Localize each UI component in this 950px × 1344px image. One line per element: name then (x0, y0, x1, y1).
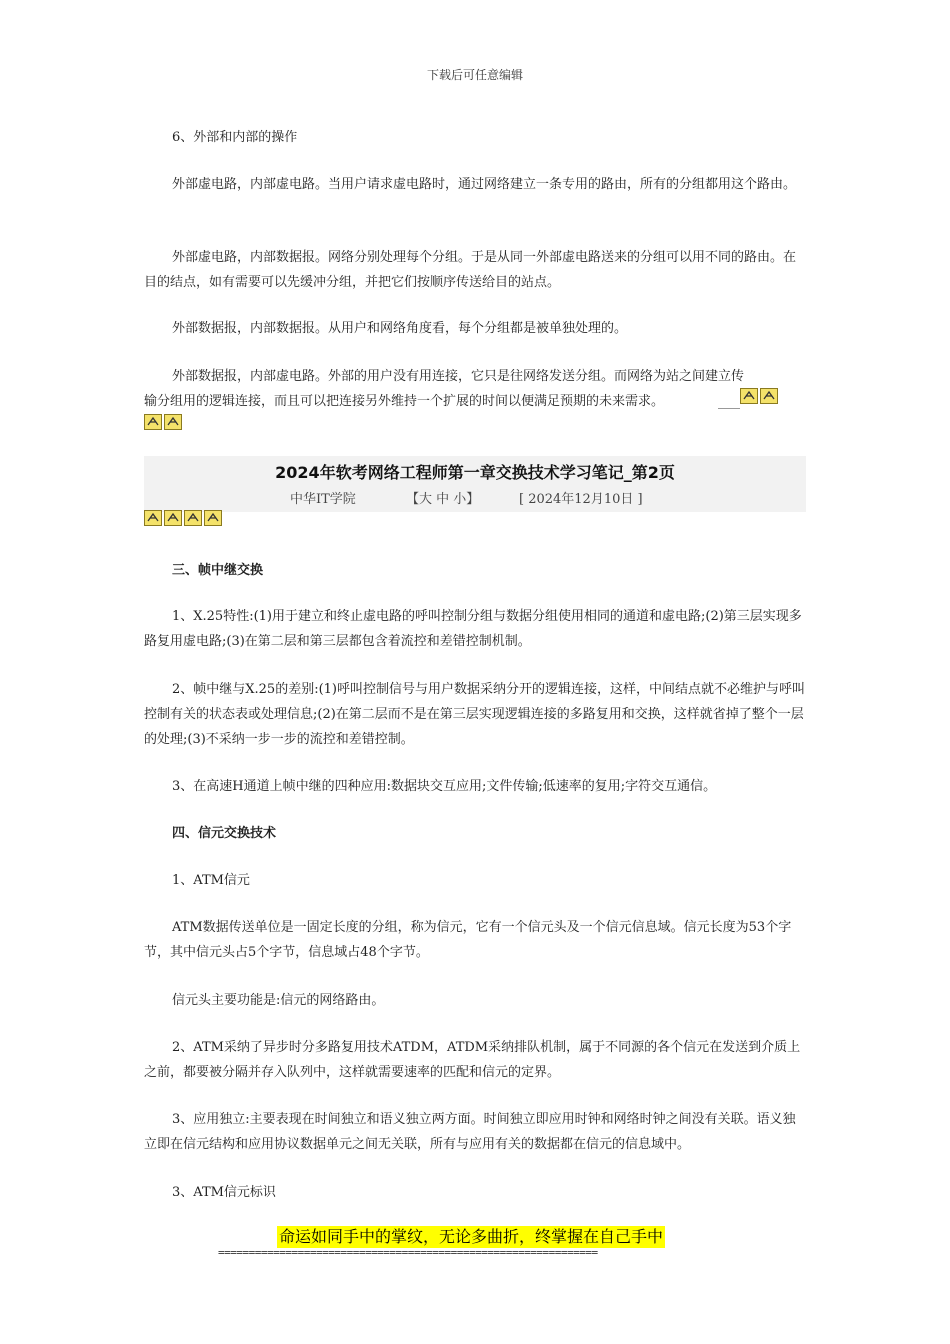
section3-heading: 四、信元交换技术 (172, 826, 277, 841)
paragraph: ATM数据传送单位是一固定长度的分组，称为信元，它有一个信元头及一个信元信息域。信元长度为53个字节，其中信元头占5个字节，信息域占48个字节。 (144, 920, 792, 960)
link-icon[interactable] (164, 510, 182, 526)
link-icon[interactable] (184, 510, 202, 526)
paragraph: 2、帧中继与X.25的差别:(1)呼叫控制信号与用户数据采纳分开的逻辑连接，这样，中间结点就不必维护与呼叫控制有关的状态表或处理信息;(2)在第二层而不是在第三层实现逻辑连接的多路复用和交换，这样就省掉了整个一层的处理;(3)不采纳一步一步的流控和差错控制。 (144, 682, 805, 747)
link-icon[interactable] (760, 388, 778, 404)
page-title: 2024年软考网络工程师第一章交换技术学习笔记_第2页 (275, 463, 675, 482)
link-icon[interactable] (144, 510, 162, 526)
paragraph: 外部数据报，内部虚电路。外部的用户没有用连接，它只是往网络发送分组。而网络为站之间建立传输分组用的逻辑连接，而且可以把连接另外维持一个扩展的时间以便满足预期的未来需求。 (144, 369, 745, 409)
link-icon[interactable] (144, 414, 162, 430)
icon-group (144, 510, 224, 526)
title-band (144, 456, 806, 512)
paragraph: 外部数据报，内部数据报。从用户和网络角度看，每个分组都是被单独处理的。 (172, 321, 628, 336)
paragraph: 3、应用独立:主要表现在时间独立和语义独立两方面。时间独立即应用时钟和网络时钟之间没有关联。语义独立即在信元结构和应用协议数据单元之间无关联，所有与应用有关的数据都在信元的信息域中。 (144, 1112, 796, 1152)
paragraph: 信元头主要功能是:信元的网络路由。 (172, 993, 385, 1008)
paragraph: 2、ATM采纳了异步时分多路复用技术ATDM，ATDM采纳排队机制，属于不同源的各个信元在发送到介质上之前，都要被分隔并存入队列中，这样就需要速率的匹配和信元的定界。 (144, 1040, 801, 1080)
paragraph: 1、X.25特性:(1)用于建立和终止虚电路的呼叫控制分组与数据分组使用相同的通道和虚电路;(2)第三层实现多路复用虚电路;(3)在第二层和第三层都包含着流控和差错控制机制。 (144, 609, 802, 649)
paragraph: 3、ATM信元标识 (172, 1185, 276, 1200)
paragraph: 外部虚电路，内部虚电路。当用户请求虚电路时，通过网络建立一条专用的路由，所有的分组都用这个路由。 (172, 177, 797, 192)
footer-motto: 命运如同手中的掌纹，无论多曲折，终掌握在自己手中 (279, 1227, 664, 1246)
source-label: 中华IT学院 (290, 492, 356, 507)
link-icon[interactable] (204, 510, 222, 526)
paragraph: 3、在高速H通道上帧中继的四种应用:数据块交互应用;文件传输;低速率的复用;字符交互通信。 (172, 779, 717, 794)
link-icon[interactable] (164, 414, 182, 430)
date-label: [ 2024年12月10日 ] (519, 492, 643, 507)
section2-heading: 三、帧中继交换 (172, 563, 264, 578)
section1-heading: 6、外部和内部的操作 (172, 130, 298, 145)
font-size-controls[interactable]: 【大 中 小】 (406, 492, 480, 507)
paragraph: 1、ATM信元 (172, 873, 250, 888)
footer-rule: ============================================================== (218, 1246, 598, 1259)
link-icon[interactable] (740, 388, 758, 404)
icon-group (740, 388, 780, 404)
link-underline (718, 400, 740, 409)
icon-group (144, 414, 184, 430)
paragraph: 外部虚电路，内部数据报。网络分别处理每个分组。于是从同一外部虚电路送来的分组可以用不同的路由。在目的结点，如有需要可以先缓冲分组，并把它们按顺序传送给目的站点。 (144, 250, 797, 290)
header-note: 下载后可任意编辑 (426, 68, 523, 82)
